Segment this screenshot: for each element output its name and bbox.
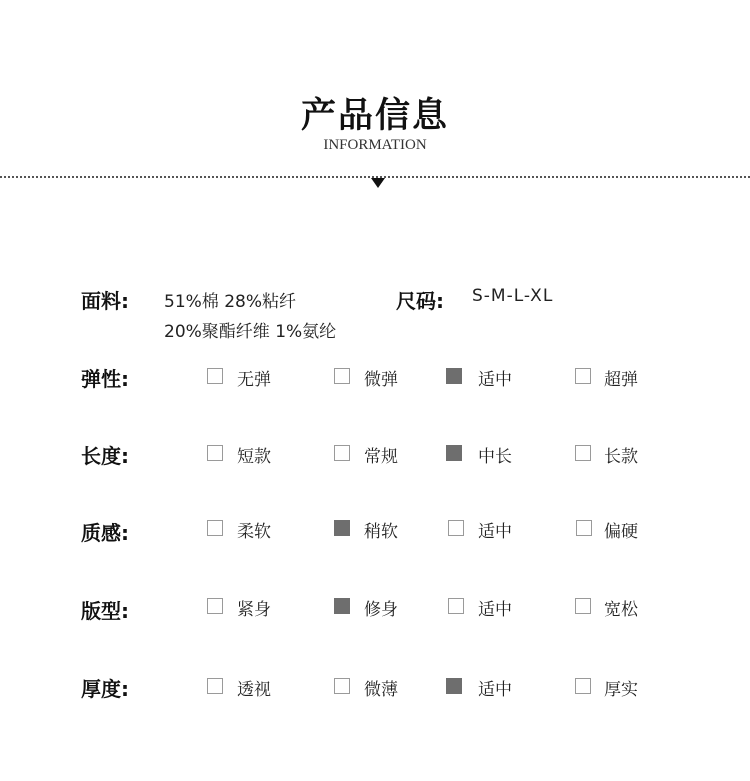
page-title: 产品信息 (300, 96, 449, 136)
fabric-value-line1: 51%棉 28%粘纤 (164, 292, 296, 312)
option-checkbox[interactable] (207, 678, 223, 694)
attribute-label: 版型: (81, 599, 129, 623)
option-label: 适中 (478, 370, 512, 390)
option-label: 修身 (364, 600, 398, 620)
option-checkbox[interactable] (448, 598, 464, 614)
option-label: 宽松 (604, 600, 638, 620)
fabric-label: 面料: (81, 289, 129, 313)
option-checkbox[interactable] (207, 445, 223, 461)
down-triangle-icon (371, 178, 385, 188)
option-checkbox[interactable] (207, 520, 223, 536)
size-value: S-M-L-XL (472, 286, 554, 306)
option-label: 长款 (604, 447, 638, 467)
option-label: 稍软 (364, 522, 398, 542)
attribute-label: 长度: (81, 444, 129, 468)
option-checkbox[interactable] (446, 678, 462, 694)
option-label: 微弹 (364, 370, 398, 390)
option-label: 无弹 (237, 370, 271, 390)
option-checkbox[interactable] (446, 368, 462, 384)
option-label: 偏硬 (604, 522, 638, 542)
option-checkbox[interactable] (334, 520, 350, 536)
option-label: 中长 (478, 447, 512, 467)
option-label: 适中 (478, 600, 512, 620)
option-label: 常规 (364, 447, 398, 467)
option-checkbox[interactable] (334, 368, 350, 384)
option-checkbox[interactable] (334, 445, 350, 461)
page-subtitle: INFORMATION (323, 137, 427, 153)
option-checkbox[interactable] (575, 368, 591, 384)
option-label: 超弹 (604, 370, 638, 390)
option-checkbox[interactable] (575, 678, 591, 694)
option-label: 短款 (237, 447, 271, 467)
option-label: 透视 (237, 680, 271, 700)
option-checkbox[interactable] (207, 368, 223, 384)
option-checkbox[interactable] (334, 678, 350, 694)
option-label: 紧身 (237, 600, 271, 620)
option-checkbox[interactable] (575, 598, 591, 614)
option-label: 微薄 (364, 680, 398, 700)
option-label: 适中 (478, 522, 512, 542)
option-checkbox[interactable] (334, 598, 350, 614)
size-label: 尺码: (396, 289, 444, 313)
option-label: 柔软 (237, 522, 271, 542)
attribute-label: 厚度: (81, 677, 129, 701)
option-checkbox[interactable] (576, 520, 592, 536)
option-checkbox[interactable] (575, 445, 591, 461)
option-checkbox[interactable] (448, 520, 464, 536)
option-checkbox[interactable] (207, 598, 223, 614)
fabric-value-line2: 20%聚酯纤维 1%氨纶 (164, 322, 337, 342)
attribute-label: 质感: (81, 521, 129, 545)
option-label: 厚实 (604, 680, 638, 700)
option-checkbox[interactable] (446, 445, 462, 461)
attribute-label: 弹性: (81, 367, 129, 391)
option-label: 适中 (478, 680, 512, 700)
